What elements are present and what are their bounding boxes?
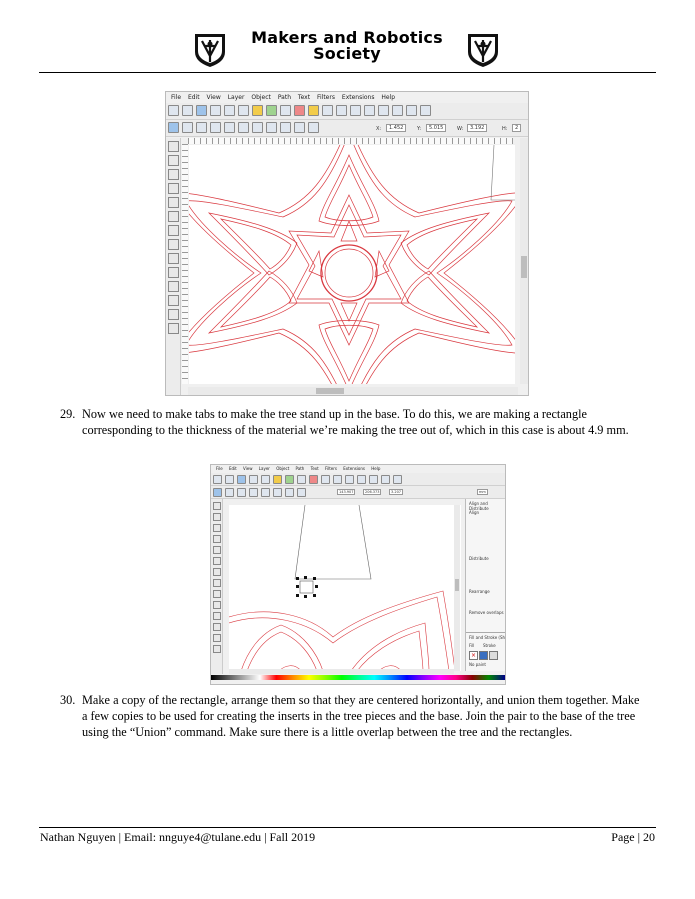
step-number: 29.	[60, 407, 76, 421]
print-icon[interactable]	[210, 105, 221, 116]
import-icon[interactable]	[261, 475, 270, 484]
zoom-page-icon[interactable]	[350, 105, 361, 116]
petal-cutouts	[209, 155, 489, 384]
flat-color-icon[interactable]	[479, 651, 488, 660]
header-divider	[39, 72, 656, 73]
print-icon[interactable]	[249, 475, 258, 484]
save-icon[interactable]	[196, 105, 207, 116]
drawing-canvas[interactable]	[229, 505, 461, 671]
cut-icon[interactable]	[309, 475, 318, 484]
flip-horizontal-icon[interactable]	[238, 122, 249, 133]
menu-help[interactable]: Help	[371, 466, 381, 471]
raise-top-icon[interactable]	[266, 122, 277, 133]
footer-divider	[39, 827, 656, 828]
menu-file[interactable]: File	[171, 94, 182, 101]
inner-star-outline	[289, 195, 409, 345]
zoom-drawing-icon[interactable]	[336, 105, 347, 116]
page-header	[0, 28, 695, 72]
deselect-icon[interactable]	[196, 122, 207, 133]
spiral-tool-icon[interactable]	[213, 601, 221, 609]
raise-icon[interactable]	[280, 122, 291, 133]
tab-rectangle	[300, 581, 313, 593]
rotate-cw-icon[interactable]	[249, 488, 258, 497]
align-section-label: Align	[469, 510, 480, 515]
pencil-tool-icon[interactable]	[168, 281, 179, 292]
export-icon[interactable]	[238, 105, 249, 116]
remove-overlaps-label: Remove overlaps	[469, 610, 504, 615]
menu-bar	[211, 465, 505, 473]
node-tool-icon[interactable]	[168, 155, 179, 166]
zoom-tool-icon[interactable]	[213, 535, 221, 543]
no-paint-label: No paint	[469, 662, 486, 667]
step-29	[60, 406, 645, 438]
rectangle-tool-icon[interactable]	[213, 557, 221, 565]
text-tool-shortcut-icon[interactable]	[393, 475, 402, 484]
horizontal-scrollbar[interactable]	[188, 387, 518, 395]
import-icon[interactable]	[224, 105, 235, 116]
new-document-icon[interactable]	[168, 105, 179, 116]
select-all-icon[interactable]	[168, 122, 179, 133]
spray-tool-icon[interactable]	[168, 323, 179, 334]
rearrange-section-label: Rearrange	[469, 589, 490, 594]
spiral-tool-icon[interactable]	[168, 267, 179, 278]
menu-filters[interactable]: Filters	[316, 94, 335, 101]
step-text: Make a copy of the rectangle, arrange them so that they are centered horizontally, and union them together. Make a few copies to be used for creating the inserts in the tree pieces and the base. Join the pair to the base of the tree using the “Union” command. Make sure there is a little overlap between the tree and the rectangles.	[82, 693, 640, 739]
w-field[interactable]: 3.207	[391, 490, 402, 494]
fill-stroke-title: Fill and Stroke (Sh	[469, 635, 506, 640]
h-label: H:	[502, 126, 508, 132]
fill-tab[interactable]: Fill	[469, 643, 475, 648]
footer-page-number: Page | 20	[611, 830, 655, 844]
select-all-icon[interactable]	[213, 488, 222, 497]
commands-toolbar	[166, 103, 528, 120]
measure-tool-icon[interactable]	[213, 546, 221, 554]
menu-file[interactable]: File	[216, 466, 223, 471]
node-tool-icon[interactable]	[213, 513, 221, 521]
open-icon[interactable]	[182, 105, 193, 116]
unlink-clone-icon[interactable]	[392, 105, 403, 116]
select-tool-controls	[211, 486, 505, 499]
menu-text[interactable]: Text	[297, 94, 311, 101]
flip-vertical-icon[interactable]	[252, 122, 263, 133]
xml-editor-icon[interactable]	[381, 475, 390, 484]
redo-icon[interactable]	[266, 105, 277, 116]
docked-dialogs-panel	[465, 499, 506, 671]
spray-tool-icon[interactable]	[213, 645, 221, 653]
distribute-section-label: Distribute	[469, 556, 489, 561]
duplicate-icon[interactable]	[364, 105, 375, 116]
menu-edit[interactable]: Edit	[187, 94, 200, 101]
y-label: Y:	[417, 126, 422, 132]
ellipse-tool-icon[interactable]	[168, 239, 179, 250]
menu-bar	[166, 92, 528, 103]
zoom-selection-icon[interactable]	[321, 475, 330, 484]
align-distribute-title: Align and Distribute	[469, 501, 489, 511]
inkscape-screenshot-star	[165, 91, 529, 396]
menu-extensions[interactable]: Extensions	[343, 466, 366, 471]
calligraphy-tool-icon[interactable]	[213, 623, 221, 631]
save-icon[interactable]	[237, 475, 246, 484]
society-title: Makers and Robotics Society	[251, 28, 443, 63]
open-icon[interactable]	[225, 475, 234, 484]
pencil-tool-icon[interactable]	[213, 612, 221, 620]
menu-help[interactable]: Help	[381, 94, 396, 101]
raise-icon[interactable]	[285, 488, 294, 497]
society-logo-right	[466, 32, 500, 68]
vertical-scrollbar[interactable]	[520, 138, 528, 384]
stroke-paint-tab[interactable]: Stroke	[483, 643, 496, 648]
vertical-scrollbar[interactable]	[454, 505, 460, 671]
horizontal-scroll-thumb[interactable]	[316, 388, 344, 394]
zoom-drawing-icon[interactable]	[333, 475, 342, 484]
menu-view[interactable]: View	[243, 466, 253, 471]
vertical-scroll-thumb[interactable]	[521, 256, 527, 278]
no-paint-icon[interactable]: ×	[470, 652, 477, 659]
selector-tool-icon[interactable]	[168, 141, 179, 152]
flip-horizontal-icon[interactable]	[261, 488, 270, 497]
rectangle-tool-icon[interactable]	[168, 211, 179, 222]
text-tool-icon[interactable]	[168, 309, 179, 320]
zoom-tool-icon[interactable]	[168, 183, 179, 194]
menu-path[interactable]: Path	[295, 466, 305, 471]
rotate-ccw-icon[interactable]	[237, 488, 246, 497]
star-tool-icon[interactable]	[213, 590, 221, 598]
duplicate-icon[interactable]	[357, 475, 366, 484]
color-palette[interactable]	[211, 675, 505, 680]
deselect-icon[interactable]	[225, 488, 234, 497]
raise-top-icon[interactable]	[273, 488, 282, 497]
vertical-ruler	[182, 144, 188, 384]
tree-tab-drawing	[229, 505, 461, 671]
cut-icon[interactable]	[294, 105, 305, 116]
lower-bottom-icon[interactable]	[308, 122, 319, 133]
x-label: X:	[376, 126, 382, 132]
vertical-scroll-thumb[interactable]	[455, 579, 459, 591]
y-field[interactable]: 5.015	[426, 124, 446, 132]
menu-layer[interactable]: Layer	[227, 94, 245, 101]
select-all-layers-icon[interactable]	[182, 122, 193, 133]
zoom-page-icon[interactable]	[345, 475, 354, 484]
drawing-canvas[interactable]	[189, 145, 515, 384]
selector-tool-icon[interactable]	[213, 502, 221, 510]
zoom-selection-icon[interactable]	[322, 105, 333, 116]
tool-palette	[166, 138, 181, 395]
rotate-cw-icon[interactable]	[224, 122, 235, 133]
clone-icon[interactable]	[369, 475, 378, 484]
copy-icon[interactable]	[297, 475, 306, 484]
paste-icon[interactable]	[308, 105, 319, 116]
menu-filters[interactable]: Filters	[325, 466, 337, 471]
unit-select[interactable]: mm	[479, 490, 486, 494]
gradient-icon[interactable]	[489, 651, 498, 660]
fill-stroke-icon[interactable]	[420, 105, 431, 116]
step-text: Now we need to make tabs to make the tree stand up in the base. To do this, we are making a rectangle corresponding to the thickness of the material we’re making the tree out of, which in this case is about 4.9 mm.	[82, 407, 629, 437]
commands-toolbar	[211, 473, 505, 486]
xml-editor-icon[interactable]	[406, 105, 417, 116]
calligraphy-tool-icon[interactable]	[168, 295, 179, 306]
redo-icon[interactable]	[285, 475, 294, 484]
measure-tool-icon[interactable]	[168, 197, 179, 208]
star-tool-icon[interactable]	[168, 253, 179, 264]
x-field[interactable]: 143.907	[339, 490, 354, 494]
lower-icon[interactable]	[297, 488, 306, 497]
menu-object[interactable]: Object	[251, 94, 271, 101]
tool-palette	[211, 499, 223, 674]
star-pattern-drawing	[189, 145, 515, 384]
w-label: W:	[457, 126, 464, 132]
3d-box-tool-icon[interactable]	[213, 568, 221, 576]
menu-object[interactable]: Object	[276, 466, 290, 471]
menu-path[interactable]: Path	[277, 94, 291, 101]
menu-edit[interactable]: Edit	[228, 466, 237, 471]
horizontal-ruler	[188, 138, 513, 144]
menu-extensions[interactable]: Extensions	[341, 94, 375, 101]
x-field[interactable]: 1.452	[386, 124, 406, 132]
footer-author: Nathan Nguyen | Email: nnguye4@tulane.edu | Fall 2019	[40, 830, 316, 844]
horizontal-scrollbar[interactable]	[229, 669, 454, 674]
ellipse-tool-icon[interactable]	[213, 579, 221, 587]
menu-view[interactable]: View	[206, 94, 221, 101]
tweak-tool-icon[interactable]	[168, 169, 179, 180]
text-tool-icon[interactable]	[213, 634, 221, 642]
menu-layer[interactable]: Layer	[258, 466, 270, 471]
3d-box-tool-icon[interactable]	[168, 225, 179, 236]
menu-text[interactable]: Text	[310, 466, 319, 471]
rotate-ccw-icon[interactable]	[210, 122, 221, 133]
y-field[interactable]: 206.373	[365, 490, 380, 494]
copy-icon[interactable]	[280, 105, 291, 116]
undo-icon[interactable]	[252, 105, 263, 116]
undo-icon[interactable]	[273, 475, 282, 484]
outer-star-outline	[189, 145, 515, 384]
clone-icon[interactable]	[378, 105, 389, 116]
lower-icon[interactable]	[294, 122, 305, 133]
step-30	[60, 692, 645, 740]
tweak-tool-icon[interactable]	[213, 524, 221, 532]
w-field[interactable]: 3.192	[467, 124, 487, 132]
society-logo-left	[193, 32, 227, 68]
inkscape-screenshot-rectangle	[210, 464, 506, 685]
step-number: 30.	[60, 693, 76, 707]
new-document-icon[interactable]	[213, 475, 222, 484]
h-field[interactable]: 2	[512, 124, 521, 132]
